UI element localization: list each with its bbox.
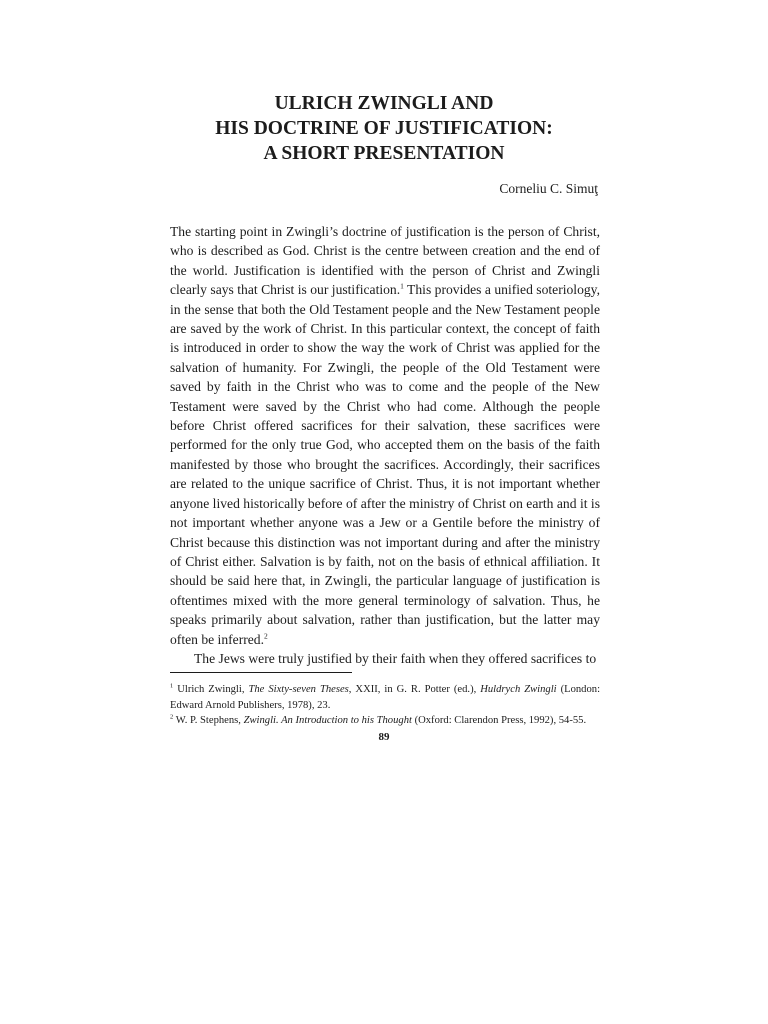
footnote-2 bbox=[170, 713, 600, 729]
footnote-2-mark: 2 bbox=[170, 713, 174, 721]
footnote-separator bbox=[170, 672, 352, 673]
body-text bbox=[170, 222, 600, 668]
paragraph-1 bbox=[170, 222, 600, 649]
footnote-2-post: (Oxford: Clarendon Press, 1992), 54-55. bbox=[411, 715, 587, 726]
footnote-1-pre: Ulrich Zwingli, bbox=[173, 684, 249, 695]
footnote-1-mid: , XXII, in G. R. Potter (ed.), bbox=[348, 684, 481, 695]
paragraph-2: The Jews were truly justified by their faith when they offered sacrifices to bbox=[194, 650, 597, 666]
title-line-2: HIS DOCTRINE OF JUSTIFICATION: bbox=[215, 118, 553, 139]
footnote-ref-1: 1 bbox=[400, 281, 404, 291]
footnote-ref-2: 2 bbox=[263, 631, 268, 640]
page-number: 89 bbox=[378, 731, 390, 743]
footnote-2-pre: W. P. Stephens, bbox=[173, 715, 244, 726]
footnote-1-post: (London: Edward Arnold Publishers, 1978), 23. bbox=[170, 684, 601, 711]
footnotes bbox=[170, 682, 600, 729]
title-line-1: ULRICH ZWINGLI AND bbox=[274, 93, 494, 114]
paragraph-1-part-b: This provides a unified soteriology, in the sense that both the Old Testament people and the New Testament people are saved by the work of Christ. In this particular context, the concept of faith is introduced in order to show the way the work of Christ was applied for the salvation of humanity. For Zwingli, the people of the Old Testament were saved by faith in the Christ who was to come and the people of the New Testament were saved by the Christ who had come. Although the people before Christ offered sacrifices for their salvation, these sacrifices were performed for the only true God, who accepted them on the basis of the faith manifested by those who brought the sacrifices. Accordingly, their sacrifices are related to the unique sacrifice of Christ. Thus, it is not important whether anyone lived historically before of after the ministry of Christ on earth and it is not important whether anyone was a Jew or a Gentile before the ministry of Christ because this distinction was not important during and after the ministry of Christ either. Salvation is by faith, not on the basis of ethnical affiliation. It should be said here that, in Zwingli, the particular language of justification is oftentimes mixed with the more general terminology of salvation. Thus, he speaks primarily about salvation, rather than justification, but the latter may often be inferred. bbox=[170, 282, 600, 647]
footnote-1-title-1: The Sixty-seven Theses bbox=[248, 684, 349, 695]
footnote-1-mark: 1 bbox=[170, 682, 174, 690]
footnote-1-title-2: Huldrych Zwingli bbox=[480, 684, 557, 695]
footnote-1 bbox=[170, 682, 600, 713]
paragraph-1-part-a: The starting point in Zwingli’s doctrine of justification is the person of Christ, who is described as God. Christ is the centre between creation and the end of the world. Justification is identified with the person of Christ and Zwingli clearly says that Christ is our justification. bbox=[170, 224, 600, 298]
article-title bbox=[0, 91, 768, 166]
title-line-3: A SHORT PRESENTATION bbox=[263, 143, 505, 164]
author-name: Corneliu C. Simuţ bbox=[499, 181, 598, 196]
footnote-2-title: Zwingli. An Introduction to his Thought bbox=[243, 715, 412, 726]
